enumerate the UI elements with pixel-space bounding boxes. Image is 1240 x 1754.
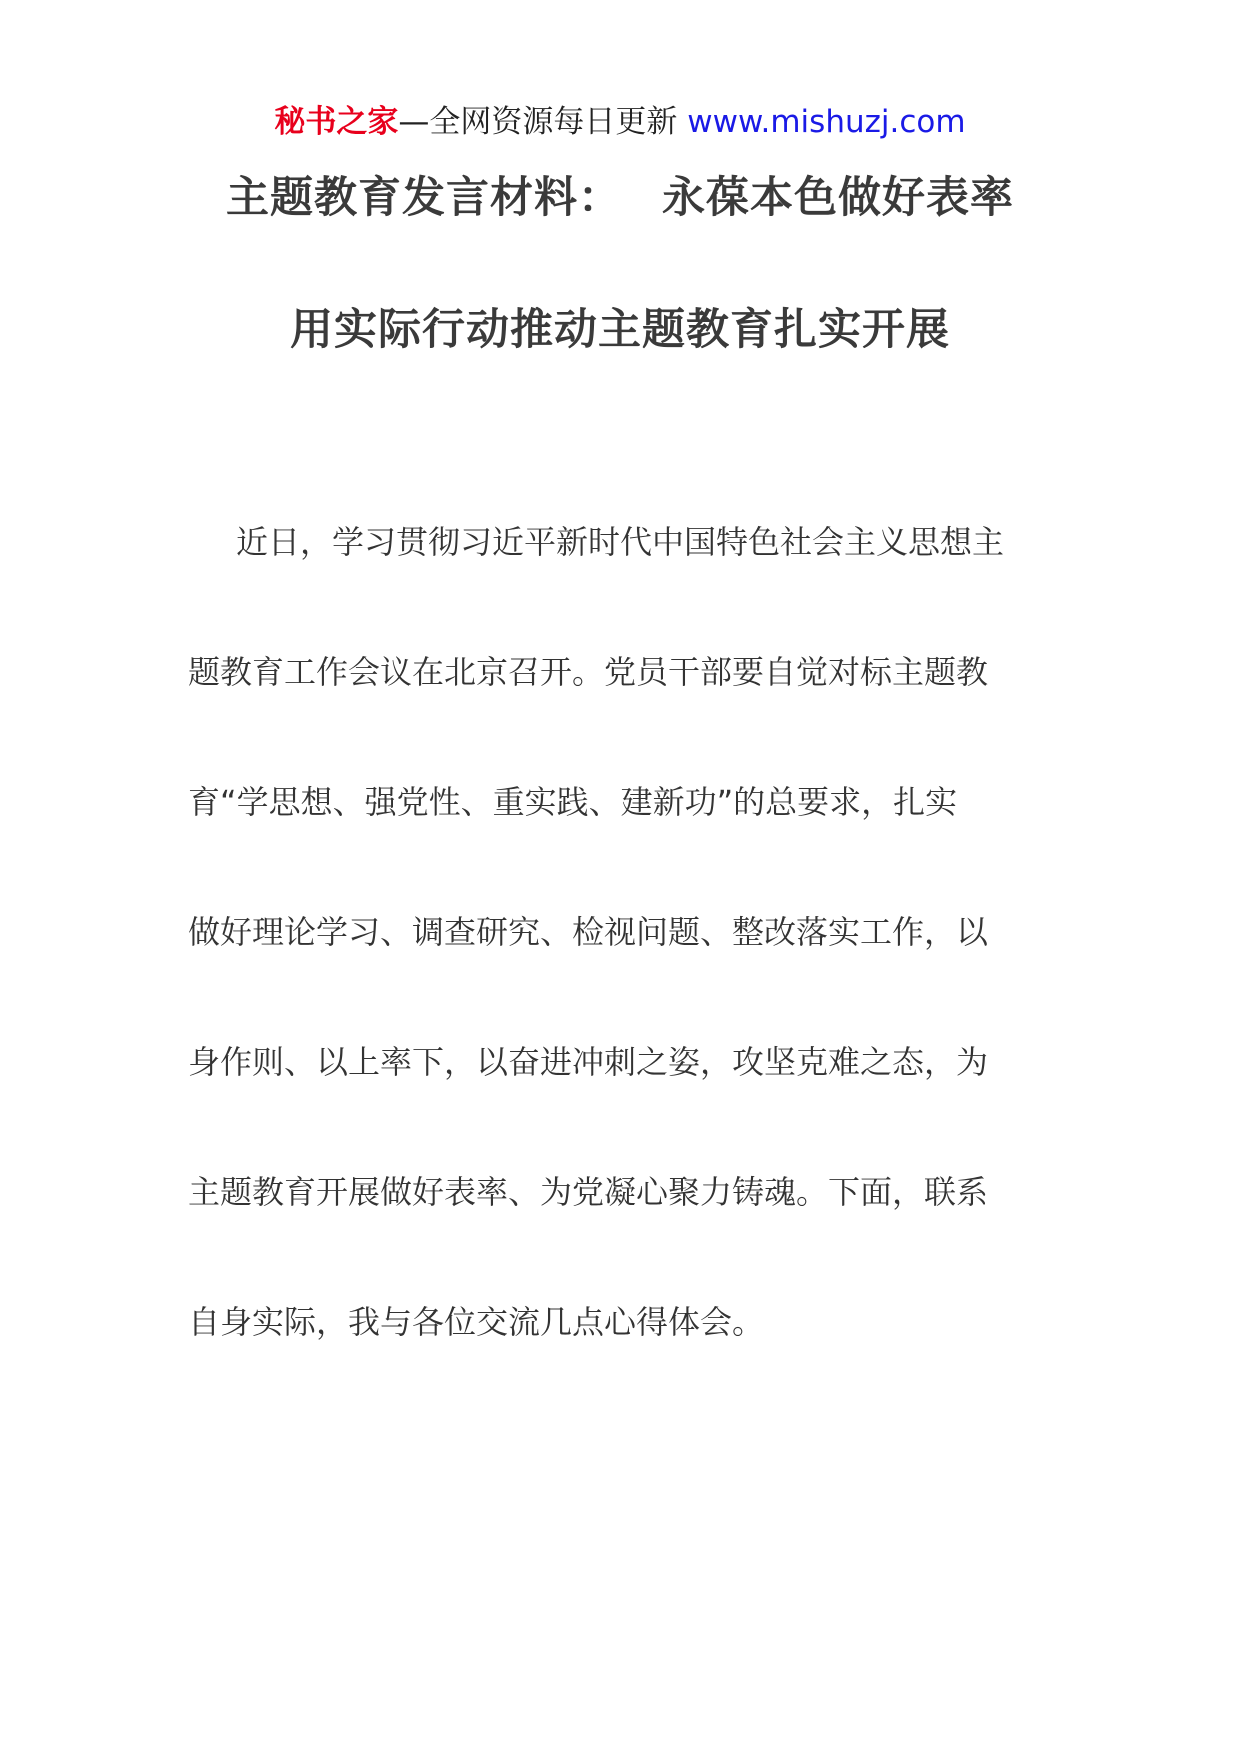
document-title-line-1 [0,164,1240,225]
document-title-line-2: 用实际行动推动主题教育扎实开展 [290,305,950,355]
body-text-line: 自身实际，我与各位交流几点心得体会。 [188,1303,765,1341]
body-text-line: 主题教育开展做好表率、为党凝心聚力铸魂。下面，联系 [188,1173,989,1211]
title-part-2: 永葆本色做好表率 [662,173,1014,223]
site-header [0,100,1240,144]
site-slogan: —全网资源每日更新 [398,104,688,140]
body-text-line: 近日，学习贯彻习近平新时代中国特色社会主义思想主 [236,523,1005,561]
site-url-link[interactable]: www.mishuzj.com [687,104,966,140]
site-brand: 秘书之家 [274,104,399,140]
body-text-line: 身作则、以上率下，以奋进冲刺之姿，攻坚克难之态，为 [188,1043,989,1081]
body-text-line: 做好理论学习、调查研究、检视问题、整改落实工作，以 [188,913,989,951]
title-part-1: 主题教育发言材料： [226,173,622,223]
body-text-line: 题教育工作会议在北京召开。党员干部要自觉对标主题教 [188,653,989,691]
body-text-line: 育“学思想、强党性、重实践、建新功”的总要求，扎实 [188,783,958,821]
